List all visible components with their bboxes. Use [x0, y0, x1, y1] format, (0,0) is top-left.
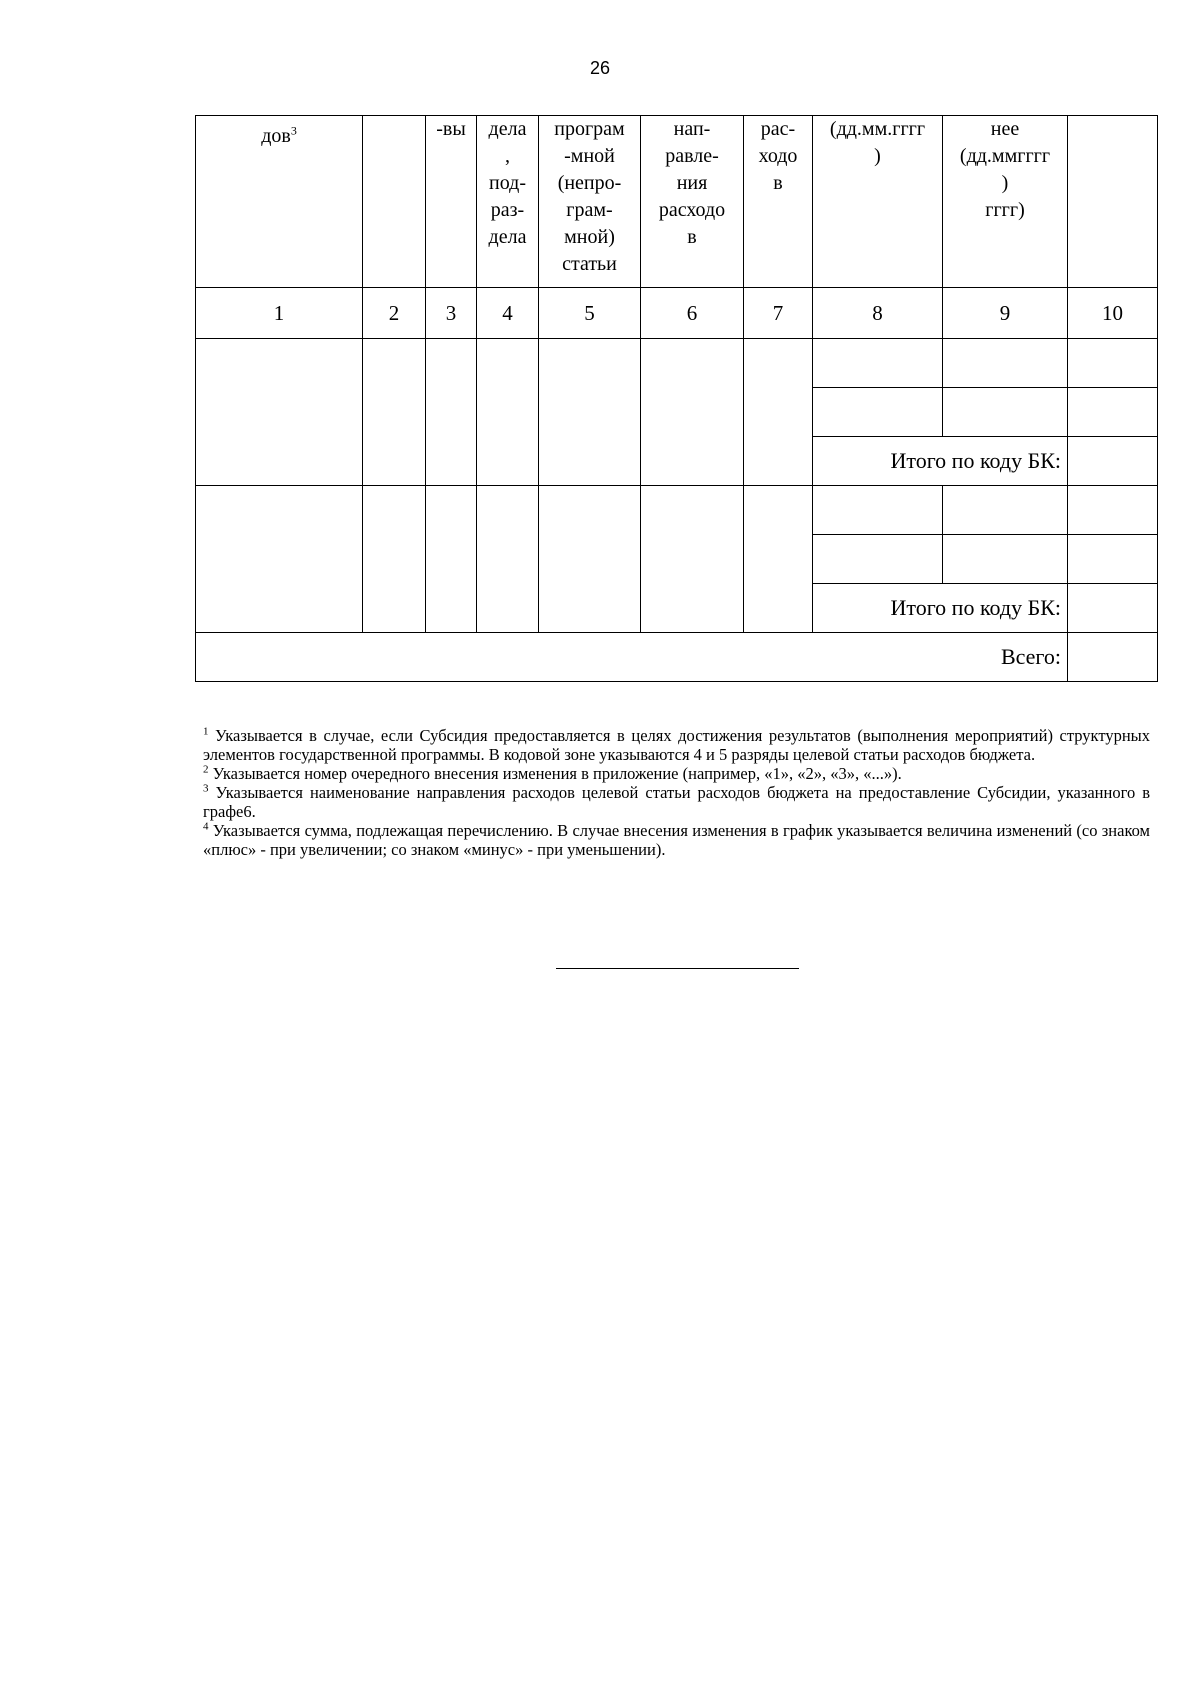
table-cell [943, 388, 1068, 437]
column-number: 2 [363, 288, 426, 339]
table-cell [1068, 388, 1158, 437]
column-number: 4 [477, 288, 539, 339]
footnote-ref: 3 [290, 123, 297, 138]
column-number: 6 [641, 288, 744, 339]
group-cell [477, 339, 539, 486]
header-line: в [687, 226, 697, 248]
header-line: нее [990, 118, 1020, 140]
header-line: расходо [658, 199, 726, 221]
column-number: 10 [1068, 288, 1158, 339]
group-cell [641, 339, 744, 486]
column-number: 5 [539, 288, 641, 339]
group-cell [744, 486, 813, 633]
header-line: ния [676, 172, 708, 194]
header-line: програм [554, 118, 625, 140]
group-cell [426, 486, 477, 633]
table-cell [813, 486, 943, 535]
header-line: ходо [758, 145, 798, 167]
table-cell [813, 388, 943, 437]
table-cell [943, 339, 1068, 388]
footnote-2: $^2$ Указывается номер очередного внесения изменения в приложение (например, «1», «2», «3», «...»). [203, 763, 902, 783]
table-cell [813, 339, 943, 388]
header-line: под- [489, 172, 526, 194]
group-cell [539, 486, 641, 633]
column-number: 9 [943, 288, 1068, 339]
grand-total-label: Всего: [196, 633, 1068, 682]
group-cell [426, 339, 477, 486]
footnote-mark: 1 [203, 725, 209, 738]
group-cell [641, 486, 744, 633]
grand-total-value [1068, 633, 1158, 682]
header-line: (дд.мм.гггг [829, 118, 926, 140]
header-line: (непро- [557, 172, 622, 194]
header-line: равле- [665, 145, 719, 167]
column-number: 3 [426, 288, 477, 339]
header-line: ) [1001, 172, 1009, 194]
footnote-mark: 2 [203, 763, 209, 776]
subtotal-value [1068, 584, 1158, 633]
header-line: статьи [562, 253, 617, 275]
column-number: 7 [744, 288, 813, 339]
header-cell-8 [813, 116, 943, 288]
header-line: гггг) [985, 199, 1025, 221]
header-line: , [505, 145, 510, 167]
grand-total-row [196, 633, 1158, 682]
table-cell [1068, 486, 1158, 535]
footnote-1: $^1$ Указывается в случае, если Субсидия предоставляется в целях достижения результатов (выполнения мероприятий) структурных элементов государственной программы. В кодовой зоне указываются 4 и 5 разряды целевой статьи расходов бюджета. [203, 725, 1150, 764]
header-line: грам- [566, 199, 613, 221]
table-cell [1068, 339, 1158, 388]
page-number: 26 [589, 58, 611, 78]
header-line: (дд.ммгггг [959, 145, 1051, 167]
header-cell-6 [641, 116, 744, 288]
header-line: мной) [564, 226, 615, 248]
column-number: 1 [196, 288, 363, 339]
table-cell [1068, 535, 1158, 584]
table-row [196, 486, 1158, 535]
header-line: дела [488, 226, 527, 248]
group-cell [539, 339, 641, 486]
subtotal-label: Итого по коду БК: [813, 437, 1068, 486]
footnote-mark: 3 [203, 782, 209, 795]
footnote-4: $^4$ Указывается сумма, подлежащая перечислению. В случае внесения изменения в график указывается величина изменений (со знаком «плюс» - при увеличении; со знаком «минус» - при уменьшении). [203, 820, 1150, 859]
header-line: нап- [673, 118, 711, 140]
header-line: раз- [490, 199, 525, 221]
footnote-3: $^3$ Указывается наименование направления расходов целевой статьи расходов бюджета на предоставление Субсидии, указанного в графе6. [203, 782, 1150, 821]
table-cell [943, 486, 1068, 535]
payment-schedule-table [195, 115, 1158, 682]
group-cell [196, 339, 363, 486]
group-cell [744, 339, 813, 486]
subtotal-label: Итого по коду БК: [813, 584, 1068, 633]
header-line: -мной [564, 145, 615, 167]
group-cell [363, 486, 426, 633]
header-row [196, 116, 1158, 288]
subtotal-value [1068, 437, 1158, 486]
end-divider [556, 968, 799, 969]
header-cell-5 [539, 116, 641, 288]
group-cell [477, 486, 539, 633]
group-cell [363, 339, 426, 486]
group-cell [196, 486, 363, 633]
header-line: в [773, 172, 783, 194]
header-cell-9 [943, 116, 1068, 288]
header-cell-3: -вы [426, 116, 477, 288]
header-cell-2 [363, 116, 426, 288]
header-cell-7 [744, 116, 813, 288]
header-cell-10 [1068, 116, 1158, 288]
header-line: ) [874, 145, 881, 167]
header-cell-1: дов$^3$ [196, 116, 363, 288]
column-number: 8 [813, 288, 943, 339]
footnote-mark: 4 [203, 820, 209, 833]
header-line: рас- [760, 118, 796, 140]
footnotes [203, 726, 1150, 859]
column-numbers-row [196, 288, 1158, 339]
table-row [196, 339, 1158, 388]
table-cell [943, 535, 1068, 584]
header-line: дела [488, 118, 527, 140]
header-cell-4 [477, 116, 539, 288]
table-cell [813, 535, 943, 584]
